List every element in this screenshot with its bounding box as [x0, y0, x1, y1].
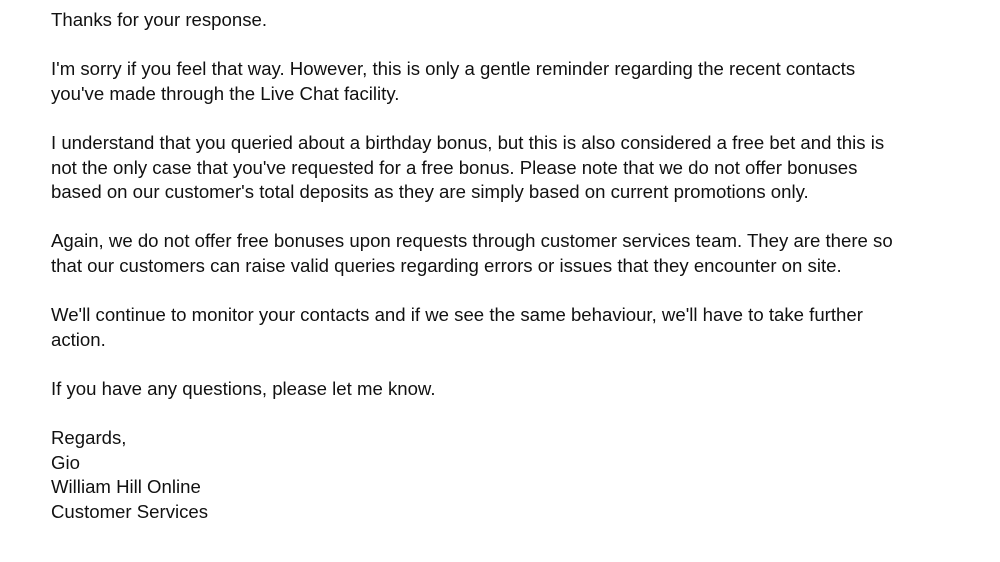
text-line: not the only case that you've requested for a free bonus. Please note that we do not offer bonuses [51, 156, 858, 178]
monitoring-warning-paragraph [51, 303, 991, 352]
text-line: Thanks for your response. [51, 9, 267, 30]
reminder-paragraph [51, 57, 991, 106]
text-line: I'm sorry if you feel that way. However, this is only a gentle reminder regarding the recent contacts [51, 58, 856, 80]
signature-closing: Regards, [51, 427, 127, 449]
text-line: you've made through the Live Chat facility. [51, 82, 400, 104]
birthday-bonus-paragraph [51, 131, 991, 205]
free-bonus-policy-paragraph [51, 229, 991, 278]
text-line: action. [51, 328, 106, 350]
text-line: We'll continue to monitor your contacts and if we see the same behaviour, we'll have to take further [51, 304, 863, 326]
email-body [51, 8, 991, 524]
greeting-paragraph [51, 8, 991, 33]
text-line: that our customers can raise valid queries regarding errors or issues that they encounter on site. [51, 254, 842, 276]
signature-name: Gio [51, 451, 80, 473]
signature-block [51, 426, 991, 524]
questions-paragraph [51, 377, 991, 402]
text-line: I understand that you queried about a birthday bonus, but this is also considered a free bet and this is [51, 131, 885, 153]
signature-company: William Hill Online [51, 476, 201, 498]
text-line: based on our customer's total deposits as they are simply based on current promotions only. [51, 181, 809, 203]
text-line: If you have any questions, please let me know. [51, 377, 436, 399]
text-line: Again, we do not offer free bonuses upon requests through customer services team. They are there so [51, 230, 893, 252]
signature-department: Customer Services [51, 500, 209, 522]
